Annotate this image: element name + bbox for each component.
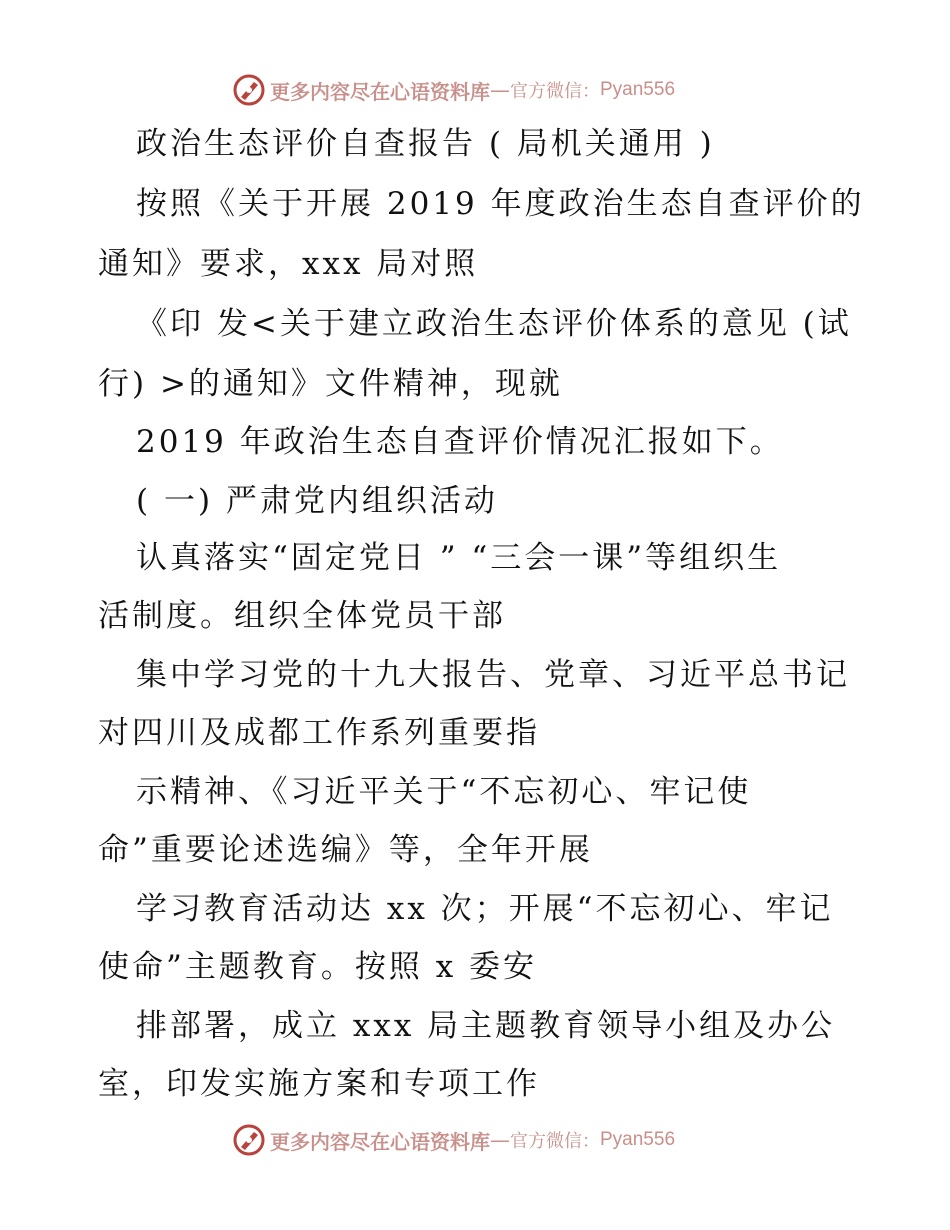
watermark-text: 更多内容尽在心语资料库 [270,79,490,104]
footer-watermark [232,1122,675,1158]
paragraph-line: 对四川及成都工作系列重要指 [98,715,540,751]
watermark-text: 更多内容尽在心语资料库 [270,1129,490,1154]
paragraph-line: 认真落实“固定党日 ” “三会一课”等组织生 [136,540,782,576]
paragraph-line: 学习教育活动达 xx 次；开展“不忘初心、牢记 [136,891,834,927]
paragraph-line: 排部署，成立 xxx 局主题教育领导小组及办公 [136,1008,836,1044]
paragraph-line: 《印 发<关于建立政治生态评价体系的意见 (试 [136,306,852,342]
paragraph-line: 行) >的通知》文件精神，现就 [98,366,563,402]
header-watermark [232,72,675,108]
pen-seal-icon [232,73,266,107]
paragraph-line: 2019 年政治生态自查评价情况汇报如下。 [136,424,784,460]
paragraph-line: 活制度。组织全体党员干部 [98,598,506,634]
pen-seal-icon [232,1123,266,1157]
paragraph-line: 按照《关于开展 2019 年度政治生态自查评价的 [136,186,865,222]
watermark-separator: — [490,1128,510,1152]
watermark-separator: — [490,78,510,102]
watermark-account: Pyan556 [600,79,676,100]
paragraph-line: 通知》要求，xxx 局对照 [98,246,479,282]
document-title: 政治生态评价自查报告 ( 局机关通用 ) [136,126,715,162]
paragraph-line: 命”重要论述选编》等，全年开展 [98,832,593,868]
paragraph-line: 集中学习党的十九大报告、党章、习近平总书记 [136,657,850,693]
paragraph-line: 示精神、《习近平关于“不忘初心、牢记使 [136,774,752,810]
section-heading: ( 一) 严肃党内组织活动 [136,483,498,519]
paragraph-line: 室，印发实施方案和专项工作 [98,1066,540,1102]
paragraph-line: 使命”主题教育。按照 x 委安 [98,949,538,985]
watermark-label: 官方微信： [510,81,600,102]
watermark-label: 官方微信： [510,1131,600,1152]
watermark-account: Pyan556 [600,1129,676,1150]
